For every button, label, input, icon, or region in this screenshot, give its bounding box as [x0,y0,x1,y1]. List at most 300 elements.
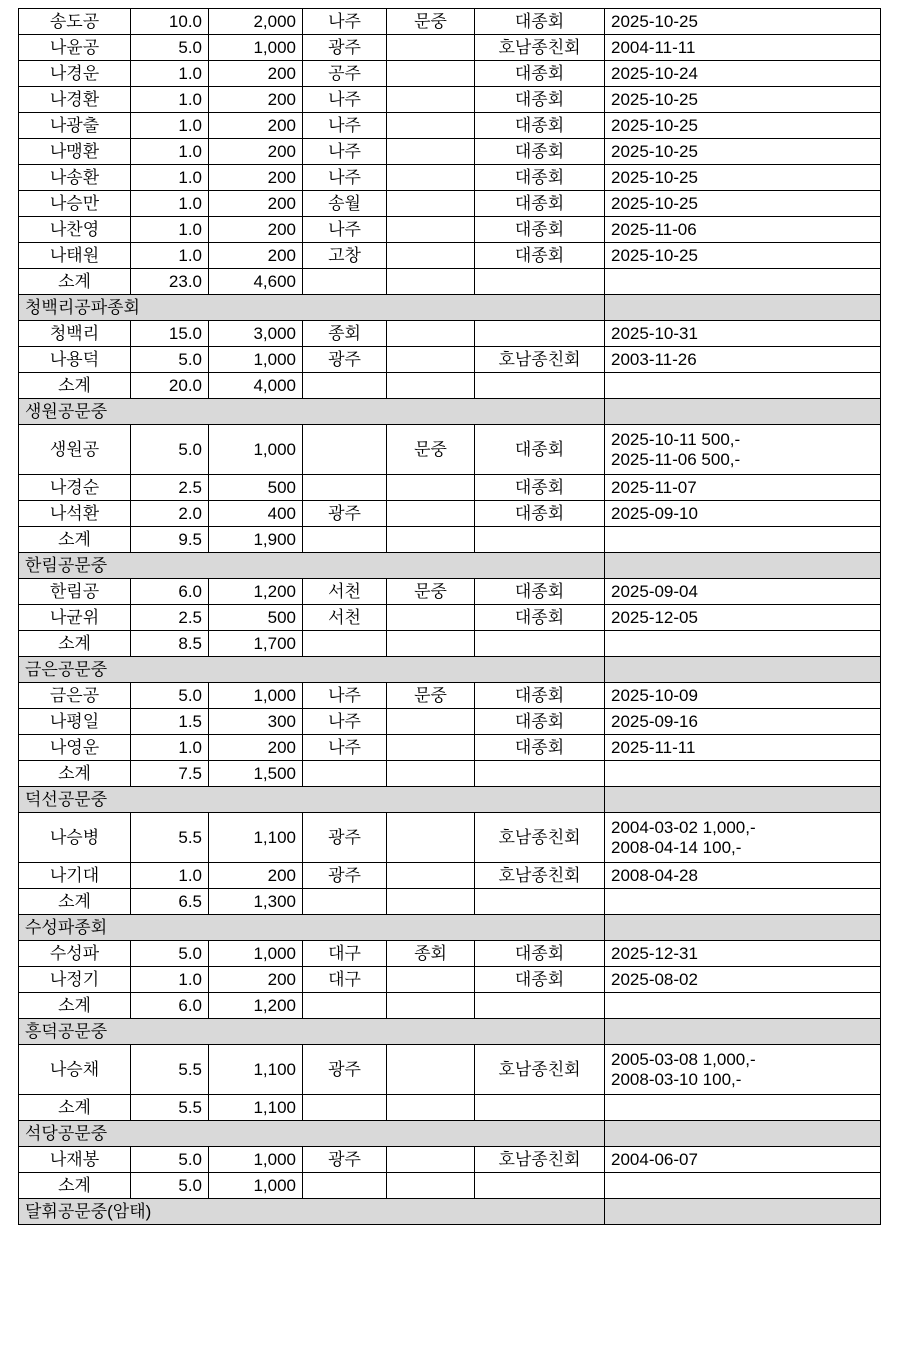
cell-amount: 1.0 [131,113,209,139]
cell-region [303,1173,387,1199]
cell-kind [387,113,475,139]
cell-amount: 2.5 [131,475,209,501]
cell-kind [387,709,475,735]
cell-amount: 5.5 [131,813,209,863]
date-entry: 2008-03-10 100,- [611,1069,742,1089]
group-blank-cell [605,1199,881,1225]
cell-amount: 2.5 [131,605,209,631]
date-entry: 2004-06-07 [611,1149,698,1169]
cell-points: 1,100 [209,813,303,863]
table-group-header-row [19,295,881,321]
group-label: 석당공문중 [19,1121,605,1147]
cell-kind: 문중 [387,579,475,605]
cell-org: 대종회 [475,709,605,735]
cell-points: 3,000 [209,321,303,347]
cell-kind [387,217,475,243]
cell-points: 200 [209,217,303,243]
table-row [19,475,881,501]
cell-kind [387,967,475,993]
table-row [19,9,881,35]
cell-kind: 문중 [387,683,475,709]
cell-name: 소계 [19,269,131,295]
cell-kind [387,61,475,87]
date-entry: 2025-08-02 [611,969,698,989]
cell-region [303,889,387,915]
cell-amount: 1.0 [131,61,209,87]
table-group-header-row [19,1199,881,1225]
cell-region: 고창 [303,243,387,269]
cell-kind [387,631,475,657]
cell-dates [605,191,881,217]
cell-region: 나주 [303,683,387,709]
cell-amount: 1.0 [131,243,209,269]
cell-points: 1,100 [209,1095,303,1121]
cell-region [303,373,387,399]
date-entry: 2025-10-25 [611,141,698,161]
cell-dates [605,709,881,735]
table-row [19,1147,881,1173]
date-entry: 2025-11-06 500,- [611,449,741,469]
cell-region: 나주 [303,87,387,113]
cell-amount: 6.0 [131,993,209,1019]
cell-points: 1,300 [209,889,303,915]
cell-org [475,889,605,915]
table-row [19,735,881,761]
table-group-header-row [19,553,881,579]
cell-amount: 1.0 [131,967,209,993]
date-entry: 2025-10-24 [611,63,698,83]
table-row [19,113,881,139]
date-entry: 2008-04-28 [611,865,698,885]
cell-dates [605,605,881,631]
cell-name: 생원공 [19,425,131,475]
group-label: 흥덕공문중 [19,1019,605,1045]
date-entry: 2025-09-04 [611,581,698,601]
cell-kind [387,87,475,113]
table-subtotal-row [19,269,881,295]
table-subtotal-row [19,527,881,553]
cell-name: 나광출 [19,113,131,139]
cell-dates [605,425,881,475]
cell-name: 나찬영 [19,217,131,243]
cell-name: 나경운 [19,61,131,87]
cell-region [303,761,387,787]
cell-kind [387,243,475,269]
cell-kind [387,191,475,217]
cell-amount: 1.0 [131,139,209,165]
cell-region: 대구 [303,967,387,993]
cell-region: 대구 [303,941,387,967]
cell-dates [605,9,881,35]
cell-name: 송도공 [19,9,131,35]
cell-amount: 2.0 [131,501,209,527]
date-entry: 2004-11-11 [611,37,696,57]
cell-name: 나승만 [19,191,131,217]
cell-dates [605,269,881,295]
cell-kind [387,321,475,347]
cell-amount: 6.5 [131,889,209,915]
table-row [19,139,881,165]
cell-amount: 5.0 [131,1173,209,1199]
cell-kind [387,527,475,553]
cell-dates [605,217,881,243]
cell-name: 나재봉 [19,1147,131,1173]
cell-kind [387,735,475,761]
cell-region [303,631,387,657]
date-entry: 2025-12-05 [611,607,698,627]
cell-name: 금은공 [19,683,131,709]
cell-points: 1,000 [209,1147,303,1173]
cell-kind [387,165,475,191]
cell-dates [605,579,881,605]
table-row [19,683,881,709]
cell-org: 호남종친회 [475,1147,605,1173]
cell-name: 나정기 [19,967,131,993]
cell-dates [605,1095,881,1121]
cell-region: 나주 [303,735,387,761]
cell-kind: 문중 [387,9,475,35]
cell-amount: 5.5 [131,1045,209,1095]
date-entry: 2005-03-08 1,000,- [611,1049,756,1069]
cell-org: 호남종친회 [475,35,605,61]
cell-region: 나주 [303,217,387,243]
date-entry: 2025-11-11 [611,737,696,757]
cell-points: 1,900 [209,527,303,553]
table-row [19,863,881,889]
cell-points: 200 [209,139,303,165]
group-label: 덕선공문중 [19,787,605,813]
cell-points: 1,000 [209,35,303,61]
cell-points: 200 [209,863,303,889]
table-row [19,87,881,113]
cell-kind [387,605,475,631]
cell-name: 나평일 [19,709,131,735]
group-blank-cell [605,399,881,425]
cell-org [475,321,605,347]
cell-dates [605,35,881,61]
cell-region [303,269,387,295]
date-entry: 2025-09-16 [611,711,698,731]
cell-name: 나경순 [19,475,131,501]
cell-region [303,1095,387,1121]
cell-points: 1,000 [209,941,303,967]
cell-kind: 문중 [387,425,475,475]
table-row [19,941,881,967]
cell-org [475,527,605,553]
cell-kind [387,993,475,1019]
cell-points: 200 [209,243,303,269]
date-entry: 2025-10-25 [611,167,698,187]
cell-org: 호남종친회 [475,347,605,373]
table-subtotal-row [19,1095,881,1121]
cell-dates [605,501,881,527]
cell-org: 대종회 [475,191,605,217]
cell-points: 200 [209,61,303,87]
table-row [19,321,881,347]
table-row [19,605,881,631]
cell-region [303,475,387,501]
cell-org [475,1173,605,1199]
cell-amount: 5.0 [131,683,209,709]
cell-dates [605,347,881,373]
cell-name: 나용덕 [19,347,131,373]
cell-amount: 5.5 [131,1095,209,1121]
cell-region [303,425,387,475]
cell-amount: 1.0 [131,87,209,113]
cell-name: 나석환 [19,501,131,527]
cell-dates [605,735,881,761]
group-label: 청백리공파종회 [19,295,605,321]
cell-kind [387,1045,475,1095]
group-label: 생원공문중 [19,399,605,425]
cell-amount: 1.0 [131,863,209,889]
cell-region: 광주 [303,1045,387,1095]
cell-amount: 7.5 [131,761,209,787]
cell-region: 광주 [303,813,387,863]
cell-org: 대종회 [475,967,605,993]
cell-name: 나승병 [19,813,131,863]
cell-name: 나승채 [19,1045,131,1095]
cell-name: 나영운 [19,735,131,761]
table-subtotal-row [19,1173,881,1199]
cell-org: 대종회 [475,87,605,113]
cell-name: 소계 [19,631,131,657]
date-entry: 2025-11-06 [611,219,697,239]
cell-points: 1,000 [209,347,303,373]
cell-dates [605,527,881,553]
cell-kind [387,889,475,915]
cell-org [475,631,605,657]
cell-name: 소계 [19,527,131,553]
cell-region: 공주 [303,61,387,87]
date-entry: 2025-10-25 [611,89,698,109]
cell-kind [387,475,475,501]
cell-points: 500 [209,475,303,501]
cell-name: 나경환 [19,87,131,113]
cell-points: 1,000 [209,425,303,475]
cell-amount: 5.0 [131,35,209,61]
cell-name: 한림공 [19,579,131,605]
cell-dates [605,243,881,269]
cell-amount: 1.0 [131,217,209,243]
cell-dates [605,863,881,889]
cell-dates [605,813,881,863]
cell-kind [387,1095,475,1121]
date-entry: 2004-03-02 1,000,- [611,817,756,837]
cell-points: 1,500 [209,761,303,787]
cell-points: 2,000 [209,9,303,35]
cell-points: 500 [209,605,303,631]
table-subtotal-row [19,761,881,787]
cell-amount: 1.0 [131,191,209,217]
cell-name: 나송환 [19,165,131,191]
date-entry: 2025-10-09 [611,685,698,705]
cell-points: 1,200 [209,579,303,605]
cell-dates [605,967,881,993]
cell-region: 광주 [303,501,387,527]
cell-dates [605,889,881,915]
cell-region: 광주 [303,35,387,61]
table-group-header-row [19,399,881,425]
cell-points: 1,700 [209,631,303,657]
date-entry: 2025-10-25 [611,115,698,135]
group-blank-cell [605,295,881,321]
table-row [19,243,881,269]
cell-region: 서천 [303,579,387,605]
table-row [19,61,881,87]
cell-org: 대종회 [475,425,605,475]
cell-amount: 20.0 [131,373,209,399]
cell-points: 400 [209,501,303,527]
cell-name: 소계 [19,993,131,1019]
cell-region: 나주 [303,165,387,191]
cell-org: 호남종친회 [475,813,605,863]
cell-dates [605,761,881,787]
cell-region: 광주 [303,1147,387,1173]
table-row [19,217,881,243]
cell-org: 호남종친회 [475,863,605,889]
cell-name: 소계 [19,761,131,787]
cell-region: 송월 [303,191,387,217]
cell-org: 대종회 [475,941,605,967]
cell-region: 광주 [303,347,387,373]
contribution-table [18,8,881,1225]
cell-amount: 5.0 [131,347,209,373]
cell-dates [605,475,881,501]
cell-points: 200 [209,113,303,139]
cell-kind [387,269,475,295]
cell-kind [387,1147,475,1173]
cell-points: 1,000 [209,1173,303,1199]
date-entry: 2025-10-25 [611,193,698,213]
cell-region: 나주 [303,113,387,139]
table-group-header-row [19,657,881,683]
cell-name: 나윤공 [19,35,131,61]
cell-dates [605,321,881,347]
cell-amount: 23.0 [131,269,209,295]
cell-kind [387,1173,475,1199]
table-row [19,191,881,217]
cell-kind [387,347,475,373]
cell-dates [605,993,881,1019]
group-label: 수성파종회 [19,915,605,941]
group-blank-cell [605,1019,881,1045]
table-row [19,347,881,373]
cell-amount: 15.0 [131,321,209,347]
group-label: 금은공문중 [19,657,605,683]
table-subtotal-row [19,631,881,657]
cell-dates [605,683,881,709]
cell-region: 광주 [303,863,387,889]
table-group-header-row [19,1019,881,1045]
group-label: 한림공문중 [19,553,605,579]
cell-dates [605,113,881,139]
cell-org: 대종회 [475,139,605,165]
cell-amount: 1.0 [131,735,209,761]
cell-name: 소계 [19,373,131,399]
cell-org: 대종회 [475,9,605,35]
group-blank-cell [605,657,881,683]
cell-amount: 8.5 [131,631,209,657]
cell-points: 200 [209,191,303,217]
cell-name: 나균위 [19,605,131,631]
table-row [19,165,881,191]
cell-org: 대종회 [475,113,605,139]
table-row [19,425,881,475]
group-blank-cell [605,787,881,813]
table-group-header-row [19,1121,881,1147]
cell-org [475,993,605,1019]
group-label: 달휘공문중(암태) [19,1199,605,1225]
cell-region: 나주 [303,9,387,35]
cell-org [475,269,605,295]
cell-kind: 종회 [387,941,475,967]
cell-amount: 1.0 [131,165,209,191]
cell-kind [387,813,475,863]
cell-org: 대종회 [475,61,605,87]
table-group-header-row [19,915,881,941]
cell-points: 4,600 [209,269,303,295]
cell-points: 200 [209,87,303,113]
cell-org [475,761,605,787]
cell-amount: 1.5 [131,709,209,735]
cell-name: 소계 [19,1095,131,1121]
table-row [19,813,881,863]
cell-points: 200 [209,967,303,993]
cell-org: 호남종친회 [475,1045,605,1095]
cell-kind [387,863,475,889]
cell-dates [605,1045,881,1095]
cell-org: 대종회 [475,735,605,761]
date-entry: 2025-10-25 [611,11,698,31]
cell-region: 서천 [303,605,387,631]
cell-org: 대종회 [475,475,605,501]
cell-name: 소계 [19,889,131,915]
cell-amount: 6.0 [131,579,209,605]
cell-org: 대종회 [475,165,605,191]
table-subtotal-row [19,373,881,399]
cell-region [303,993,387,1019]
cell-amount: 9.5 [131,527,209,553]
cell-points: 1,100 [209,1045,303,1095]
table-subtotal-row [19,993,881,1019]
date-entry: 2025-09-10 [611,503,698,523]
date-entry: 2008-04-14 100,- [611,837,742,857]
cell-kind [387,501,475,527]
cell-name: 나태원 [19,243,131,269]
cell-amount: 5.0 [131,425,209,475]
cell-points: 200 [209,165,303,191]
cell-points: 1,000 [209,683,303,709]
cell-dates [605,165,881,191]
cell-org: 대종회 [475,501,605,527]
date-entry: 2003-11-26 [611,349,697,369]
cell-kind [387,761,475,787]
table-row [19,709,881,735]
table-row [19,967,881,993]
table-group-header-row [19,787,881,813]
group-blank-cell [605,553,881,579]
cell-amount: 10.0 [131,9,209,35]
cell-name: 소계 [19,1173,131,1199]
cell-org: 대종회 [475,217,605,243]
date-entry: 2025-10-31 [611,323,698,343]
cell-points: 1,200 [209,993,303,1019]
cell-name: 청백리 [19,321,131,347]
cell-points: 200 [209,735,303,761]
cell-dates [605,139,881,165]
cell-region [303,527,387,553]
